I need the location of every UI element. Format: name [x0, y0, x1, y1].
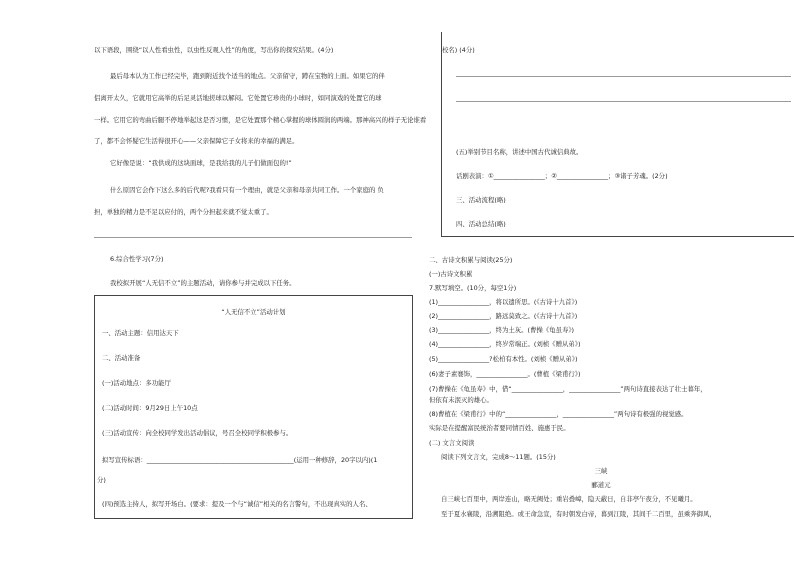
plan-slogan-end: 分)	[97, 476, 106, 484]
fill-1: (1)________________，将以遗所思。(《古诗十九首》)	[429, 298, 578, 306]
plan-location: (一)活动地点：多功能厅	[102, 379, 171, 387]
left-paragraph-4-line-2: 担，单独的精力是不足以应付的，两个分担起来就不觉太重了。	[94, 208, 273, 216]
fill-7: (7)曹操在《龟虽寿》中，借“________________，________________”两句诗直接表达了壮士暮年，	[429, 385, 707, 393]
left-paragraph-1: 以下语段，围绕“以人性看虫性，以虫性反观人性”的角度，写出你的探究结果。(4分)	[94, 46, 334, 54]
classical-text-line-2: 至于夏水襄陵，沿溯阻绝。或王命急宣，有时朝发白帝，暮到江陵，其间千二百里，虽乘奔御风，	[441, 510, 716, 518]
plan-section-3: 三、活动流程(略)	[456, 196, 506, 204]
section-2-heading: 二、古诗文积累与阅读(25分)	[429, 256, 513, 264]
left-paragraph-3: 它好像是说：“我供成的这块面球，是我给我的儿子们做面包的!”	[110, 159, 292, 167]
question-6: 6.综合性学习(7分)	[110, 255, 164, 263]
left-paragraph-4-line-1: 什么原因它会作下这么多的后代呢?我看只有一个理由，就是父亲和母亲共同工作。一个家庭的 负	[110, 186, 384, 194]
left-paragraph-2-line-4: 了，都不会怀疑它生活得很开心——父亲保障它子女将来的幸福的满足。	[94, 137, 299, 145]
answer-line	[456, 101, 791, 102]
plan-host: (四)预选主持人，拟写开场白。(要求：提及一个与“诚信”相关的名言警句，不出现真实的人名、	[102, 500, 372, 508]
plan-section-1: 一、活动主题：信用达天下	[102, 329, 179, 337]
question-7: 7.默写填空。(10分，每空1分)	[429, 284, 517, 292]
question-6-intro: 我校拟开展“人无信不立”的主题活动，请你参与并完成以下任务。	[110, 279, 296, 287]
fill-8: (8)曹植在《梁甫行》中的“________________，________________”两句诗有极强的视觉感。	[429, 410, 688, 418]
fill-6: (6)妻子素褰饰，________________。(曹植《梁甫行》)	[429, 370, 581, 378]
answer-line	[456, 76, 791, 77]
plan-publicity: (三)活动宣传：向全校同学发出活动倡议，号召全校同学积极参与。	[102, 429, 293, 437]
poem-author: 郦道元	[591, 481, 611, 489]
plan-section-2: 二、活动准备	[102, 354, 141, 362]
subsection-1: (一)古诗文积累	[429, 270, 473, 278]
fill-8-continued: 实际是在提醒富民统治者要同情百姓、施惠于民。	[429, 424, 570, 432]
fill-7-continued: 但依有未泯灭的雄心。	[429, 396, 493, 404]
fill-5: (5)________________?松柏有本性。(刘桢《赠从弟》)	[429, 355, 578, 363]
fill-3: (3)________________，终为土灰。(曹操《龟虽寿》)	[429, 326, 575, 334]
poem-title: 三峡	[594, 467, 608, 475]
fill-2: (2)________________，路远莫致之。(《古诗十九首》)	[429, 312, 578, 320]
reading-instructions: 阅读下列文言文，完成8～11题。(15分)	[441, 453, 556, 461]
plan-slogan: 拟写宣传标语：______________________________________________(运用一种修辞，20字以内)(1	[102, 456, 378, 464]
subsection-2: (二) 文言文阅读	[429, 439, 475, 447]
drama-prompt: 话剧表演：①________________；②________________；③诸子芳魂。(2分)	[456, 172, 668, 180]
plan-time: (二)活动时间：9月29日上午10点	[102, 404, 198, 412]
answer-line	[94, 237, 412, 238]
left-paragraph-2-line-1: 最后母本认为工作已经完毕，跑到附近找个适当的地点。父亲留守，蹲在宝物的上面。如果它的伴	[110, 72, 385, 80]
activity-plan-continued-box	[441, 32, 794, 237]
plan-section-5: (五)举别节目名称，讲述中国古代诚信典故。	[456, 148, 583, 156]
classical-text-line-1: 自三峡七百里中，两岸连山，略无阙处；重岩叠嶂，隐天蔽日，自非亭午夜分，不见曦月。	[441, 495, 697, 503]
left-paragraph-2-line-3: 一样。它用它的弯曲后腿不停地举起这是否习惯，是它处置那个精心掌握的球体圆润的两端。那神高兴的样子无论谁看	[94, 116, 427, 124]
school-name-prompt: 校名) (4分)	[442, 46, 475, 54]
fill-4: (4)________________，终岁常端正。(刘桢《赠从弟》)	[429, 340, 581, 348]
plan-title: “人无信不立”活动计划	[221, 308, 286, 316]
left-paragraph-2-line-2: 侣离开太久，它就用它高举的后足灵活地搓球以解闷。它处置它珍贵的小球时，如同演戏的处置它的球	[94, 94, 382, 102]
activity-plan-box	[94, 295, 413, 519]
plan-section-4: 四、活动总结(略)	[456, 220, 506, 228]
